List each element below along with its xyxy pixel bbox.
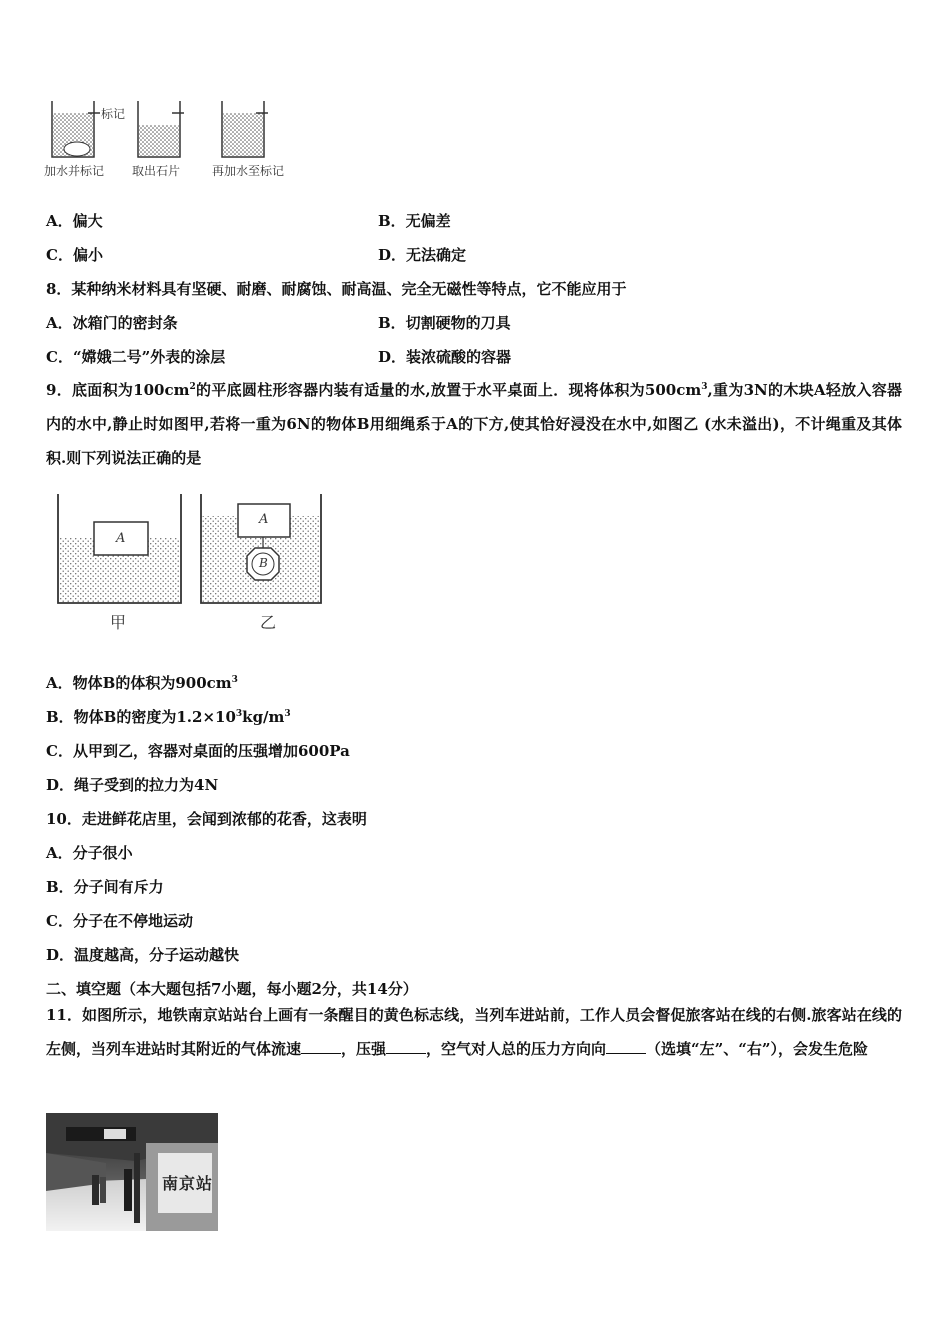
q10-option-c: C．分子在不停地运动	[46, 912, 193, 930]
q10-option-a: A．分子很小	[46, 844, 133, 862]
q9-stem: 9．底面积为$100cm^2$的平底圆柱形容器内装有适量的水,放置于水平桌面上．现将体积为$500cm^3$,重为3N的木块A轻放入容器内的水中,静止时如图甲,若将一重为6N的物体B用细绳系于A的下方,使其恰好浸没在水中,如图乙 (水未溢出)，不计绳重及其体积.则下列说法正确的是	[46, 381, 903, 467]
caption-yi: 乙	[260, 613, 277, 632]
blank-direction[interactable]	[606, 1039, 646, 1054]
q10-option-d: D．温度越高，分子运动越快	[46, 946, 240, 964]
q11-stem: 11．如图所示，地铁南京站站台上画有一条醒目的黄色标志线，当列车进站前，工作人员会督促旅客站在线的右侧.旅客站在线的左侧，当列车进站时其附近的气体流速 ，压强 ，空气对人总的压力方向向 （选填“左”、“右”），会发生危险	[46, 1006, 902, 1058]
q7-option-b: B．无偏差	[378, 212, 451, 230]
q8-option-c: C．“嫦娥二号”外表的涂层	[46, 348, 226, 366]
subway-photo	[46, 1113, 218, 1231]
block-a-label-jia: A	[116, 531, 126, 546]
q8-stem: 8．某种纳米材料具有坚硬、耐磨、耐腐蚀、耐高温、完全无磁性等特点，它不能应用于	[46, 280, 627, 298]
caption-jia: 甲	[110, 613, 127, 632]
q9-container-drawing	[52, 490, 332, 638]
q9-figure	[52, 490, 332, 638]
station-sign: 南京站	[162, 1174, 214, 1193]
section-title: 二、填空题（本大题包括7小题，每小题2分，共14分）	[46, 980, 418, 998]
q9-option-b: B．物体B的密度为$1.2\times 10^3kg/m^3$	[46, 708, 291, 726]
q9-option-c: C．从甲到乙，容器对桌面的压强增加600Pa	[46, 742, 350, 760]
caption-add-water: 加水并标记	[44, 164, 105, 178]
q7-option-d: D．无法确定	[378, 246, 467, 264]
blank-pressure[interactable]	[386, 1039, 426, 1054]
q7-option-a: A．偏大	[46, 212, 103, 230]
q10-stem: 10．走进鲜花店里，会闻到浓郁的花香，这表明	[46, 810, 367, 828]
beaker-figure	[44, 95, 304, 185]
q8-option-a: A．冰箱门的密封条	[46, 314, 178, 332]
q7-option-c: C．偏小	[46, 246, 103, 264]
q8-option-b: B．切割硬物的刀具	[378, 314, 511, 332]
mark-label: 标记	[101, 107, 126, 121]
block-a-label-yi: A	[259, 512, 269, 527]
blank-flow-speed[interactable]	[301, 1039, 341, 1054]
caption-refill: 再加水至标记	[212, 164, 285, 178]
q10-option-b: B．分子间有斥力	[46, 878, 164, 896]
q9-option-a: A．物体B的体积为$900cm^3$	[46, 674, 238, 692]
object-b-label: B	[259, 556, 268, 570]
q8-option-d: D．装浓硫酸的容器	[378, 348, 512, 366]
q9-option-d: D．绳子受到的拉力为4N	[46, 776, 219, 794]
caption-remove-stone: 取出石片	[132, 164, 181, 178]
